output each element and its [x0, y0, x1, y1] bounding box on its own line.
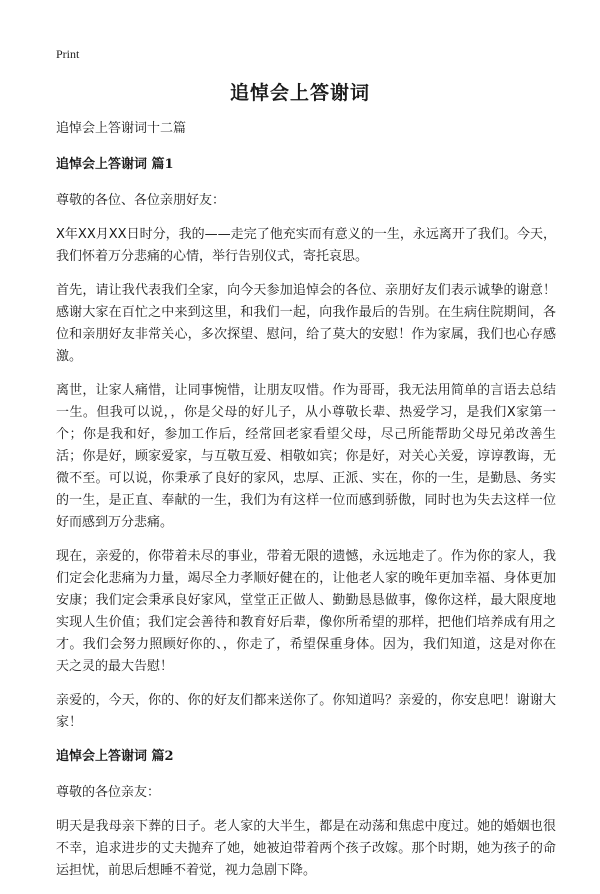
- page-title: 追悼会上答谢词: [229, 82, 370, 104]
- document-subtitle: 追悼会上答谢词十二篇: [56, 121, 187, 136]
- paragraph: X年XX月XX日时分，我的——走完了他充实而有意义的一生，永远离开了我们。今天，我们怀着万分悲痛的心情，举行告别仪式，寄托哀思。: [56, 227, 556, 264]
- paragraph: 尊敬的各位亲友：: [56, 785, 161, 800]
- paragraph: 明天是我母亲下葬的日子。老人家的大半生，都是在动荡和焦虑中度过。她的婚姻也很不幸，追求进步的丈夫抛弃了她，她被迫带着两个孩子改嫁。那个时期，她为孩子的命运担忧，前思后想睡不着觉，视力急剧下降。: [56, 819, 556, 878]
- document-body: [56, 118, 556, 894]
- section-1: [56, 154, 556, 734]
- section-2: [56, 746, 556, 882]
- section-heading: 追悼会上答谢词 篇1: [56, 157, 174, 172]
- paragraph: 首先，请让我代表我们全家，向今天参加追悼会的各位、亲朋好友们表示诚挚的谢意！感谢大家在百忙之中来到这里，和我们一起，向我作最后的告别。在生病住院期间，各位和亲朋好友非常关心，多次探望、慰问，给了莫大的安慰！作为家属，我们也心存感激。: [56, 283, 556, 364]
- section-heading: 追悼会上答谢词 篇2: [56, 749, 174, 764]
- print-link[interactable]: Print: [56, 47, 80, 61]
- paragraph: 尊敬的各位、各位亲朋好友：: [56, 193, 226, 208]
- paragraph: 现在，亲爱的，你带着未尽的事业，带着无限的遗憾，永远地走了。作为你的家人，我们定会化悲痛为力量，竭尽全力孝顺好健在的，让他老人家的晚年更加幸福、身体更加安康；我们定会秉承良好家风，堂堂正正做人、勤勤恳恳做事，像你这样，最大限度地实现人生价值；我们定会善待和教育好后辈，像你所希望的那样，把他们培养成有用之才。我们会努力照顾好你的、，你走了，希望保重身体。因为，我们知道，这是对你在天之灵的最大告慰！: [56, 549, 556, 674]
- paragraph: 亲爱的，今天，你的、你的好友们都来送你了。你知道吗？亲爱的，你安息吧！谢谢大家！: [56, 693, 556, 730]
- paragraph: 离世，让家人痛惜，让同事惋惜，让朋友叹惜。作为哥哥，我无法用简单的言语去总结一生。但我可以说，，你是父母的好儿子，从小尊敬长辈、热爱学习，是我们X家第一个；你是我和好，参加工作后，经常回老家看望父母，尽己所能帮助父母兄弟改善生活；你是好，顾家爱家，与互敬互爱、相敬如宾；你是好，对关心关爱，谆谆教诲，无微不至。可以说，你秉承了良好的家风，忠厚、正派、实在，你的一生，是勤恳、务实的一生，是正直、奉献的一生，我们为有这样一位而感到骄傲，同时也为失去这样一位好而感到万分悲痛。: [56, 383, 556, 530]
